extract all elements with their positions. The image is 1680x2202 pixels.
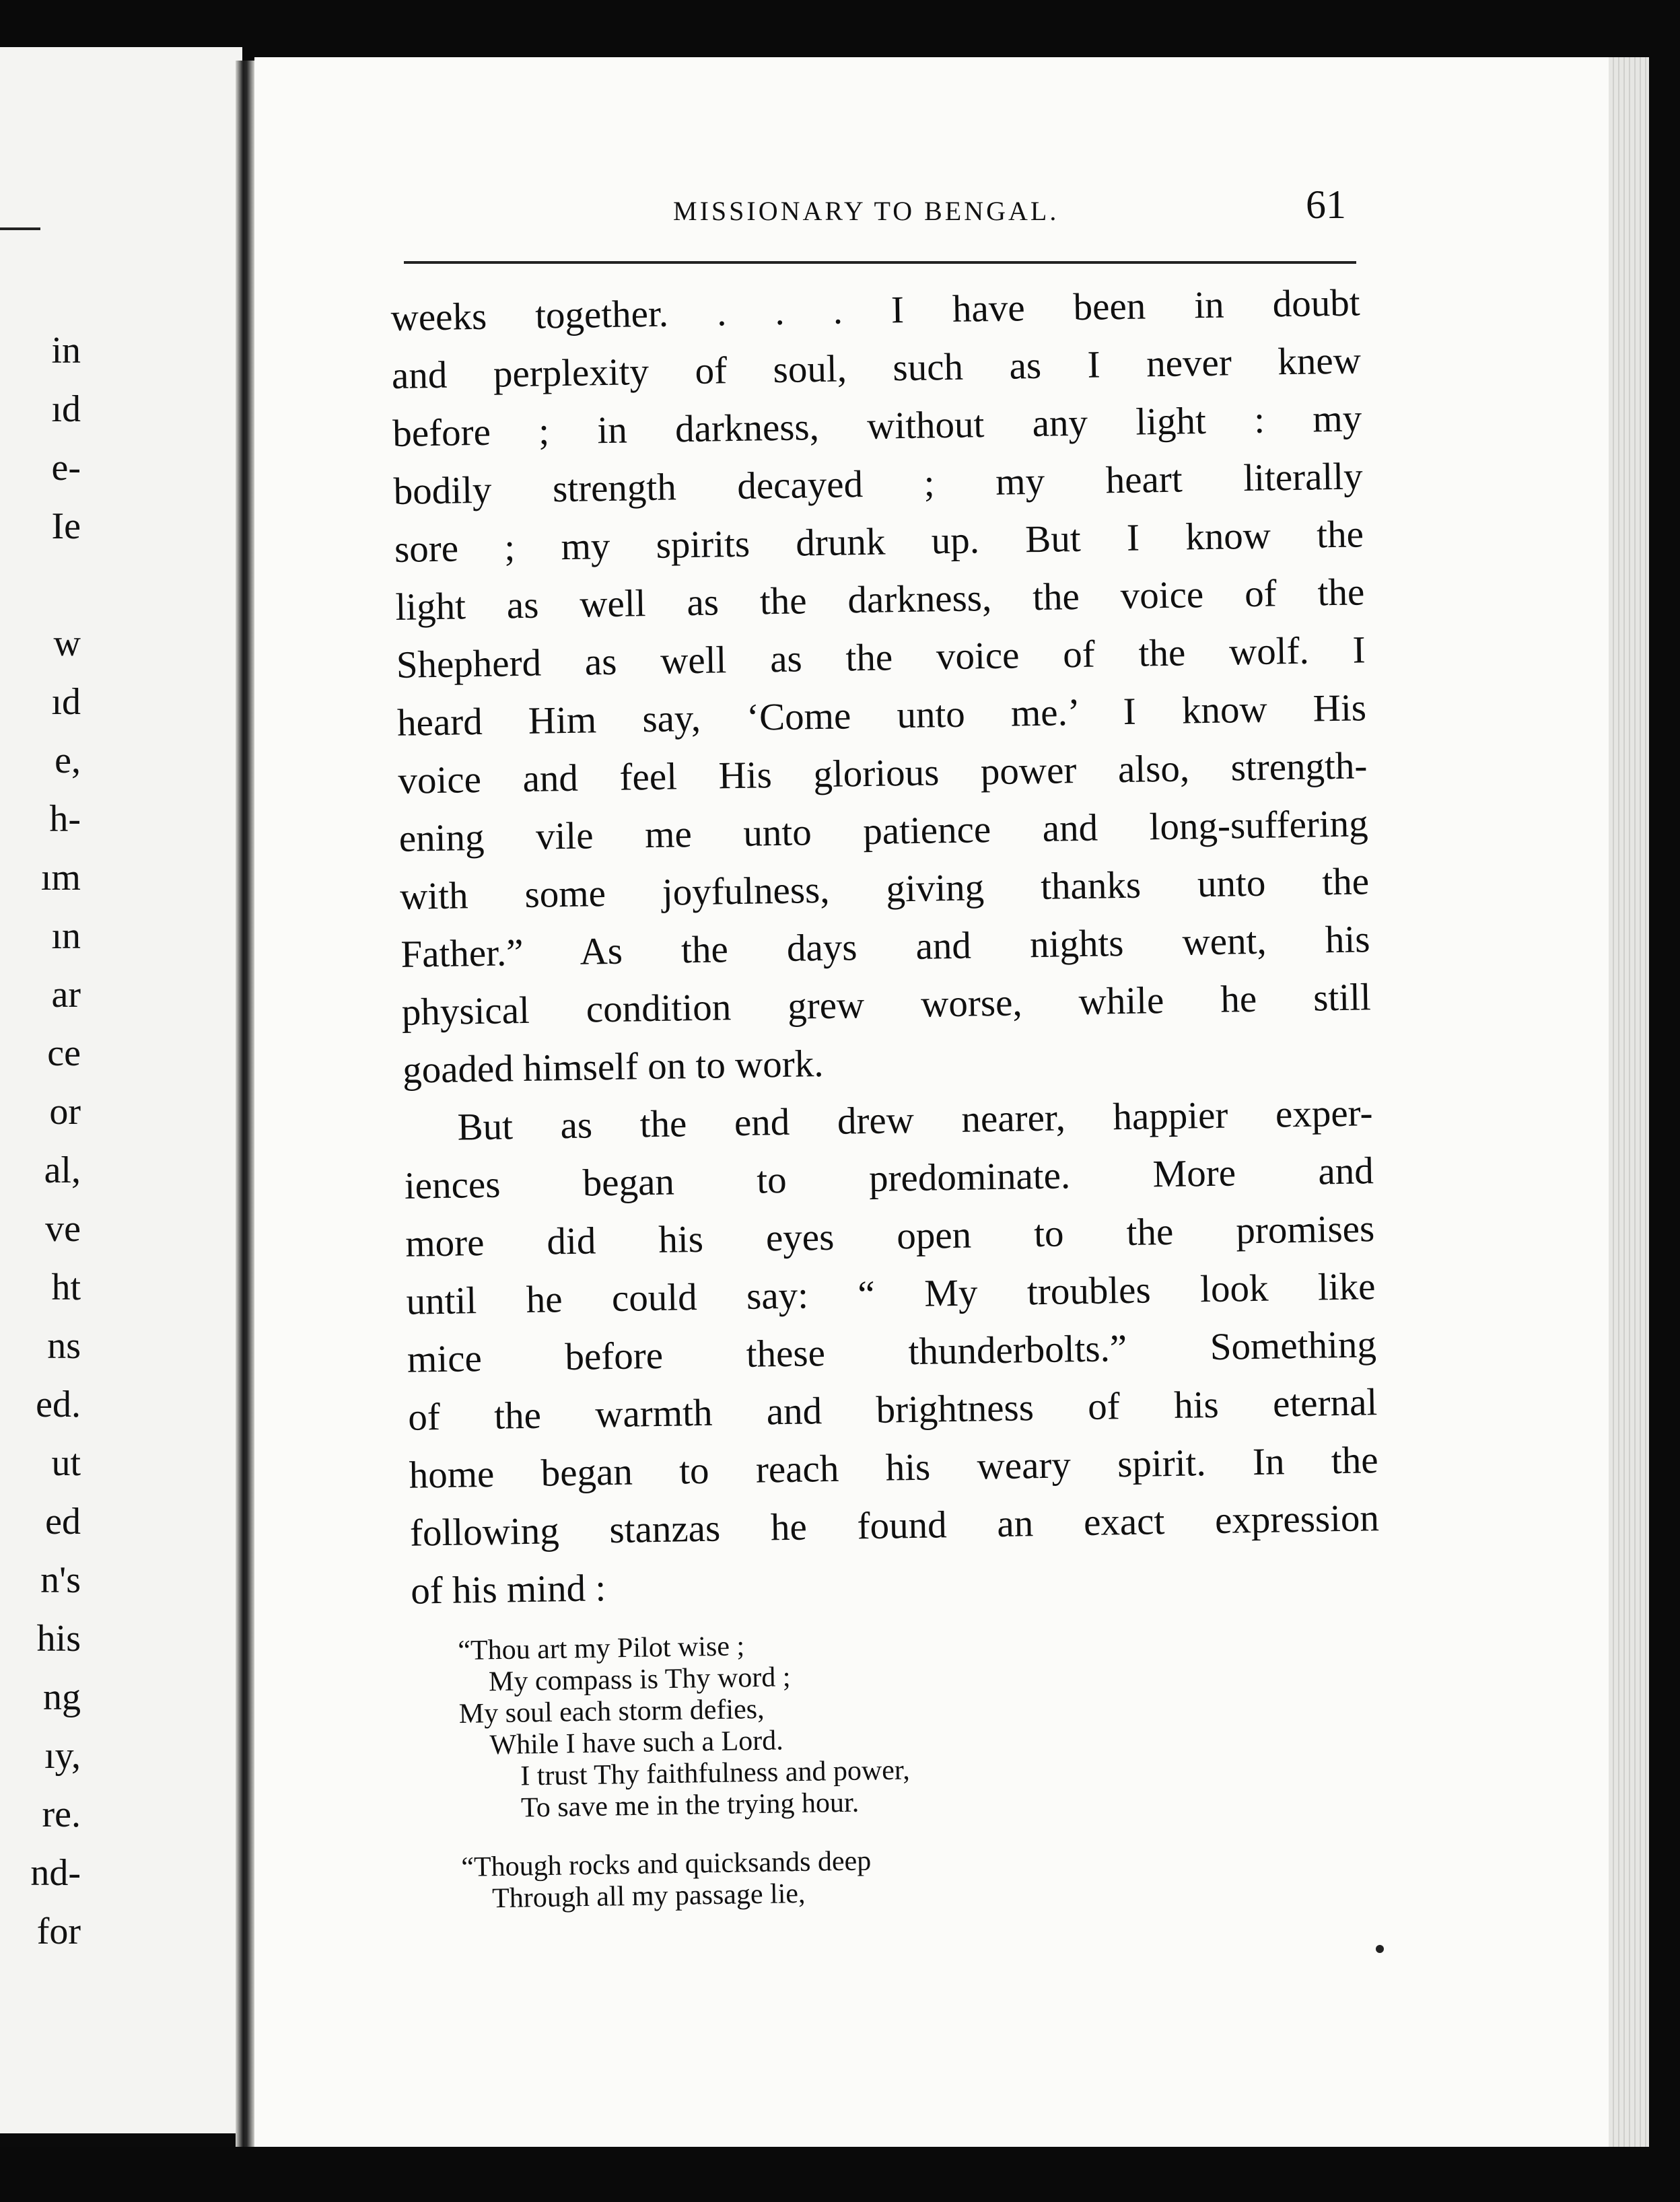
verse-line: “Though rocks and quicksands deep (461, 1845, 872, 1883)
text-line: following stanzas he found an exact expression (409, 1497, 1380, 1555)
verse-line: While I have such a Lord. (489, 1725, 784, 1761)
text-line: iences began to predominate. More and (404, 1149, 1374, 1207)
text-line: physical condition grew worse, while he still (401, 976, 1372, 1034)
previous-page-line: ıd (51, 388, 81, 430)
text-line: voice and feel His glorious power also, strength- (397, 744, 1368, 802)
text-line: home began to reach his weary spirit. In the (409, 1439, 1379, 1497)
page-number: 61 (1306, 182, 1346, 227)
text-line: Shepherd as well as the voice of the wolf. I (396, 629, 1366, 686)
text-line: with some joyfulness, giving thanks unto the (399, 860, 1370, 918)
previous-page-line: ns (47, 1325, 81, 1367)
previous-page-line: e- (51, 447, 81, 489)
text-line: light as well as the darkness, the voice of the (394, 571, 1365, 629)
verse-line: My soul each storm defies, (458, 1693, 765, 1730)
text-line: mice before these thunderbolts.” Something (407, 1323, 1377, 1381)
text-line: more did his eyes open to the promises (405, 1207, 1375, 1265)
text-line: before ; in darkness, without any light : my (392, 397, 1362, 455)
running-head: MISSIONARY TO BENGAL. (673, 196, 1059, 226)
previous-page-line: ıd (51, 681, 81, 723)
scan-border-right (1649, 0, 1680, 2202)
verse-line: “Thou art my Pilot wise ; (458, 1631, 745, 1666)
previous-page-line: w (53, 623, 81, 664)
previous-page-line (0, 556, 81, 614)
previous-page-line: ım (40, 857, 81, 898)
verse-line: To save me in the trying hour. (520, 1787, 860, 1824)
previous-page-line: ıy, (44, 1735, 81, 1777)
previous-page-line: re. (42, 1793, 81, 1835)
previous-page-line: for (36, 1911, 81, 1952)
previous-page-line: al, (44, 1149, 81, 1191)
text-line: bodily strength decayed ; my heart literally (393, 455, 1364, 513)
previous-page-line: ed. (36, 1384, 81, 1425)
text-line: Father.” As the days and nights went, his (400, 918, 1370, 976)
verse-block (458, 1625, 1135, 1915)
text-line: ening vile me unto patience and long-suffering (398, 802, 1369, 860)
body-text (390, 274, 1380, 1620)
text-line: goaded himself on to work. (402, 1042, 824, 1092)
previous-page (0, 47, 242, 2133)
previous-page-line: ve (45, 1208, 81, 1250)
scan-border-top (0, 0, 1680, 64)
previous-page-line: nd- (30, 1852, 81, 1894)
header-rule (404, 261, 1356, 264)
page-header (404, 182, 1353, 242)
text-line: weeks together. . . . I have been in doubt (390, 281, 1360, 339)
paragraph-start-line: But as the end drew nearer, happier exper- (457, 1092, 1373, 1149)
text-line: of the warmth and brightness of his eternal (407, 1381, 1378, 1439)
previous-page-line: h- (49, 798, 81, 840)
previous-page-line: e, (55, 740, 81, 781)
previous-page-line: ng (43, 1676, 81, 1718)
previous-page-line: ht (51, 1267, 81, 1308)
verse-line: I trust Thy faithfulness and power, (520, 1754, 911, 1792)
previous-page-line: ut (51, 1442, 81, 1484)
previous-page-line: Ie (51, 505, 81, 547)
text-line: heard Him say, ‘Come unto me.’ I know His (396, 686, 1367, 744)
page-edges (1609, 57, 1649, 2147)
verse-line: Through all my passage lie, (491, 1878, 806, 1915)
previous-page-line: ed (45, 1501, 81, 1542)
text-line: sore ; my spirits drunk up. But I know the (394, 513, 1364, 571)
text-line: until he could say: “ My troubles look like (406, 1265, 1376, 1323)
text-line: and perplexity of soul, such as I never knew (391, 339, 1362, 397)
previous-page-line: n's (40, 1559, 81, 1601)
previous-page-line: in (51, 330, 81, 371)
scan-border-bottom (0, 2147, 1680, 2202)
book-gutter (236, 61, 254, 2147)
verse-line: My compass is Thy word ; (488, 1662, 791, 1698)
previous-page-line: ar (51, 974, 81, 1016)
previous-page-line: ın (51, 915, 81, 957)
text-line: of his mind : (410, 1567, 606, 1612)
previous-page-text (0, 322, 81, 1961)
previous-page-line: or (49, 1091, 81, 1133)
previous-page-rule (0, 227, 40, 230)
previous-page-line: ce (47, 1032, 81, 1074)
ink-speck (1376, 1945, 1384, 1953)
previous-page-line: his (36, 1618, 81, 1660)
